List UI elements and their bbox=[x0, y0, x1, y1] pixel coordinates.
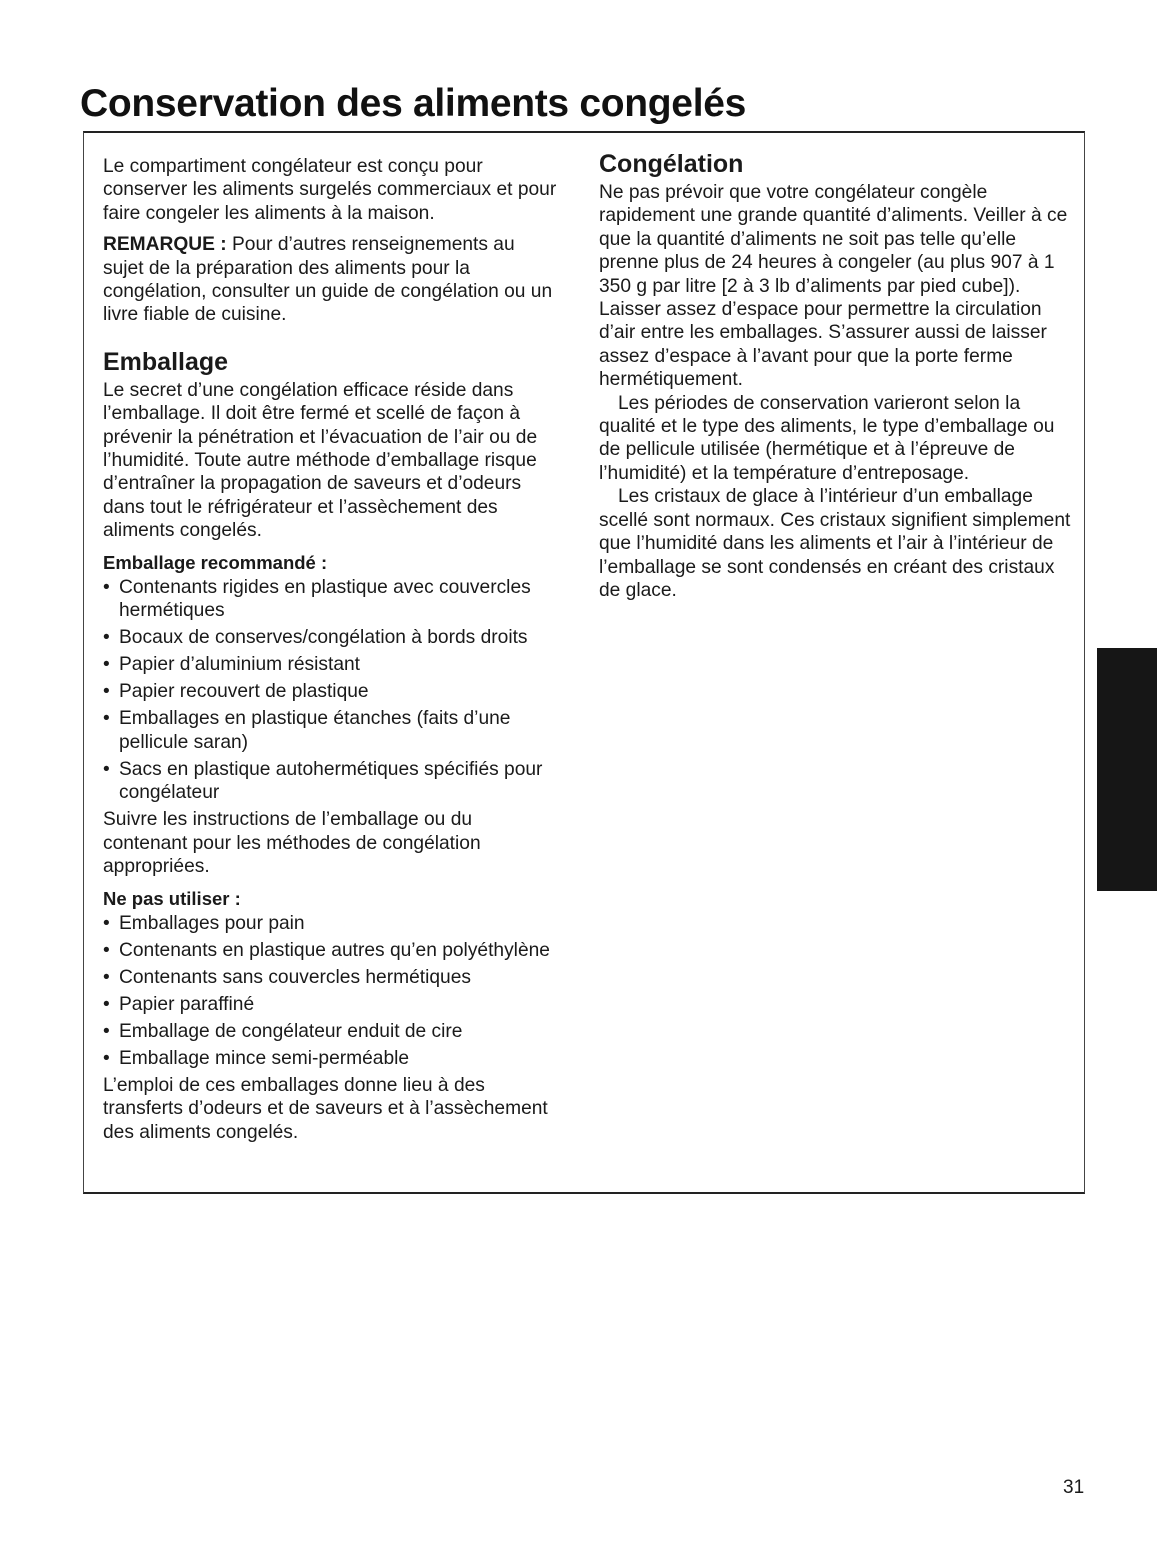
bullet-icon: • bbox=[103, 1020, 110, 1042]
bullet-icon: • bbox=[103, 627, 110, 649]
intro-paragraph: Le compartiment congélateur est conçu pour conserver les aliments surgelés commerciaux et pour faire congeler les aliments à la maison. bbox=[103, 156, 557, 224]
list-item-text: Sacs en plastique autohermétiques spécifiés pour congélateur bbox=[119, 758, 543, 803]
note-paragraph bbox=[103, 233, 559, 327]
list-item bbox=[103, 680, 559, 703]
bullet-icon: • bbox=[103, 1047, 110, 1069]
left-column bbox=[103, 155, 559, 1152]
bullet-icon: • bbox=[103, 708, 110, 730]
list-item bbox=[103, 939, 559, 962]
page-title: Conservation des aliments congelés bbox=[80, 82, 747, 125]
bullet-icon: • bbox=[103, 758, 110, 780]
list-item bbox=[103, 653, 559, 676]
list-item-text: Contenants rigides en plastique avec couvercles hermétiques bbox=[119, 576, 531, 622]
packaging-intro: Le secret d’une congélation efficace réside dans l’emballage. Il doit être fermé et scellé de façon à prévenir la pénétration et l’évacuation de l’air ou de l’humidité. Toute autre méthode d’emballage risque d’entraîner la propagation de saveurs et d’odeurs dans tout le réfrigérateur et l’assèchement des aliments congelés. bbox=[103, 379, 538, 542]
bullet-icon: • bbox=[103, 681, 110, 703]
note-label: REMARQUE : bbox=[103, 234, 227, 256]
bullet-icon: • bbox=[103, 939, 110, 961]
avoid-list bbox=[103, 912, 559, 1070]
section-heading-congelation: Congélation bbox=[599, 150, 744, 178]
list-item bbox=[103, 966, 559, 989]
list-item bbox=[103, 1020, 559, 1043]
list-item bbox=[103, 626, 559, 649]
list-item bbox=[103, 912, 559, 935]
list-item bbox=[103, 576, 559, 623]
bullet-icon: • bbox=[103, 912, 110, 934]
page-number: 31 bbox=[1063, 1477, 1085, 1498]
list-item bbox=[103, 758, 559, 805]
right-column bbox=[599, 149, 1075, 602]
bullet-icon: • bbox=[103, 966, 110, 988]
section-heading-emballage: Emballage bbox=[103, 347, 229, 376]
list-item-text: Papier paraffiné bbox=[119, 993, 255, 1015]
note-text: Pour d’autres renseignements au sujet de la préparation des aliments pour la congélation, consulter un guide de congélation ou un livre fiable de cuisine. bbox=[103, 234, 553, 326]
list-item-text: Emballage mince semi-perméable bbox=[119, 1047, 410, 1069]
freezing-paragraph-1: Ne pas prévoir que votre congélateur congèle rapidement une grande quantité d’aliments. Veiller à ce que la quantité d’aliments ne soit pas telle qu’elle prenne plus de 24 heures à congeler (au plus 907 à 1 350 g par litre [2 à 3 lb d’aliments par pied cube]). Laisser assez d’espace pour permettre la circulation d’air entre les emballages. S’assurer aussi de laisser assez d’espace à l’avant pour que la porte ferme hermétiquement. bbox=[599, 182, 1068, 391]
list-item-text: Emballages pour pain bbox=[119, 912, 305, 934]
list-item-text: Contenants sans couvercles hermétiques bbox=[119, 966, 471, 988]
follow-instructions-paragraph: Suivre les instructions de l’emballage ou du contenant pour les méthodes de congélation appropriées. bbox=[103, 809, 481, 878]
recommended-heading: Emballage recommandé : bbox=[103, 551, 328, 573]
list-item-text: Contenants en plastique autres qu’en polyéthylène bbox=[119, 939, 550, 961]
bullet-icon: • bbox=[103, 576, 110, 598]
closing-paragraph: L’emploi de ces emballages donne lieu à des transferts d’odeurs et de saveurs et à l’assèchement des aliments congelés. bbox=[103, 1074, 548, 1143]
list-item-text: Papier recouvert de plastique bbox=[119, 681, 369, 703]
freezing-paragraph-2: Les périodes de conservation varieront selon la qualité et le type des aliments, le type d’emballage ou de pellicule utilisée (hermétique et à l’épreuve de l’humidité) et la température d’entreposage. bbox=[599, 392, 1055, 484]
recommended-list bbox=[103, 576, 559, 805]
section-tab-marker bbox=[1097, 648, 1157, 891]
list-item bbox=[103, 1047, 559, 1070]
list-item-text: Papier d’aluminium résistant bbox=[119, 654, 361, 676]
list-item-text: Emballages en plastique étanches (faits d’une pellicule saran) bbox=[119, 708, 511, 753]
freezing-paragraph-3: Les cristaux de glace à l’intérieur d’un emballage scellé sont normaux. Ces cristaux signifient simplement que l’humidité dans les aliments et l’air à l’intérieur de l’emballage se sont condensés en créant des cristaux de glace. bbox=[599, 486, 1071, 601]
list-item bbox=[103, 993, 559, 1016]
list-item bbox=[103, 707, 559, 754]
bullet-icon: • bbox=[103, 993, 110, 1015]
bullet-icon: • bbox=[103, 654, 110, 676]
content-box bbox=[83, 131, 1085, 1194]
list-item-text: Bocaux de conserves/congélation à bords droits bbox=[119, 627, 528, 649]
list-item-text: Emballage de congélateur enduit de cire bbox=[119, 1020, 463, 1042]
avoid-heading: Ne pas utiliser : bbox=[103, 887, 241, 909]
